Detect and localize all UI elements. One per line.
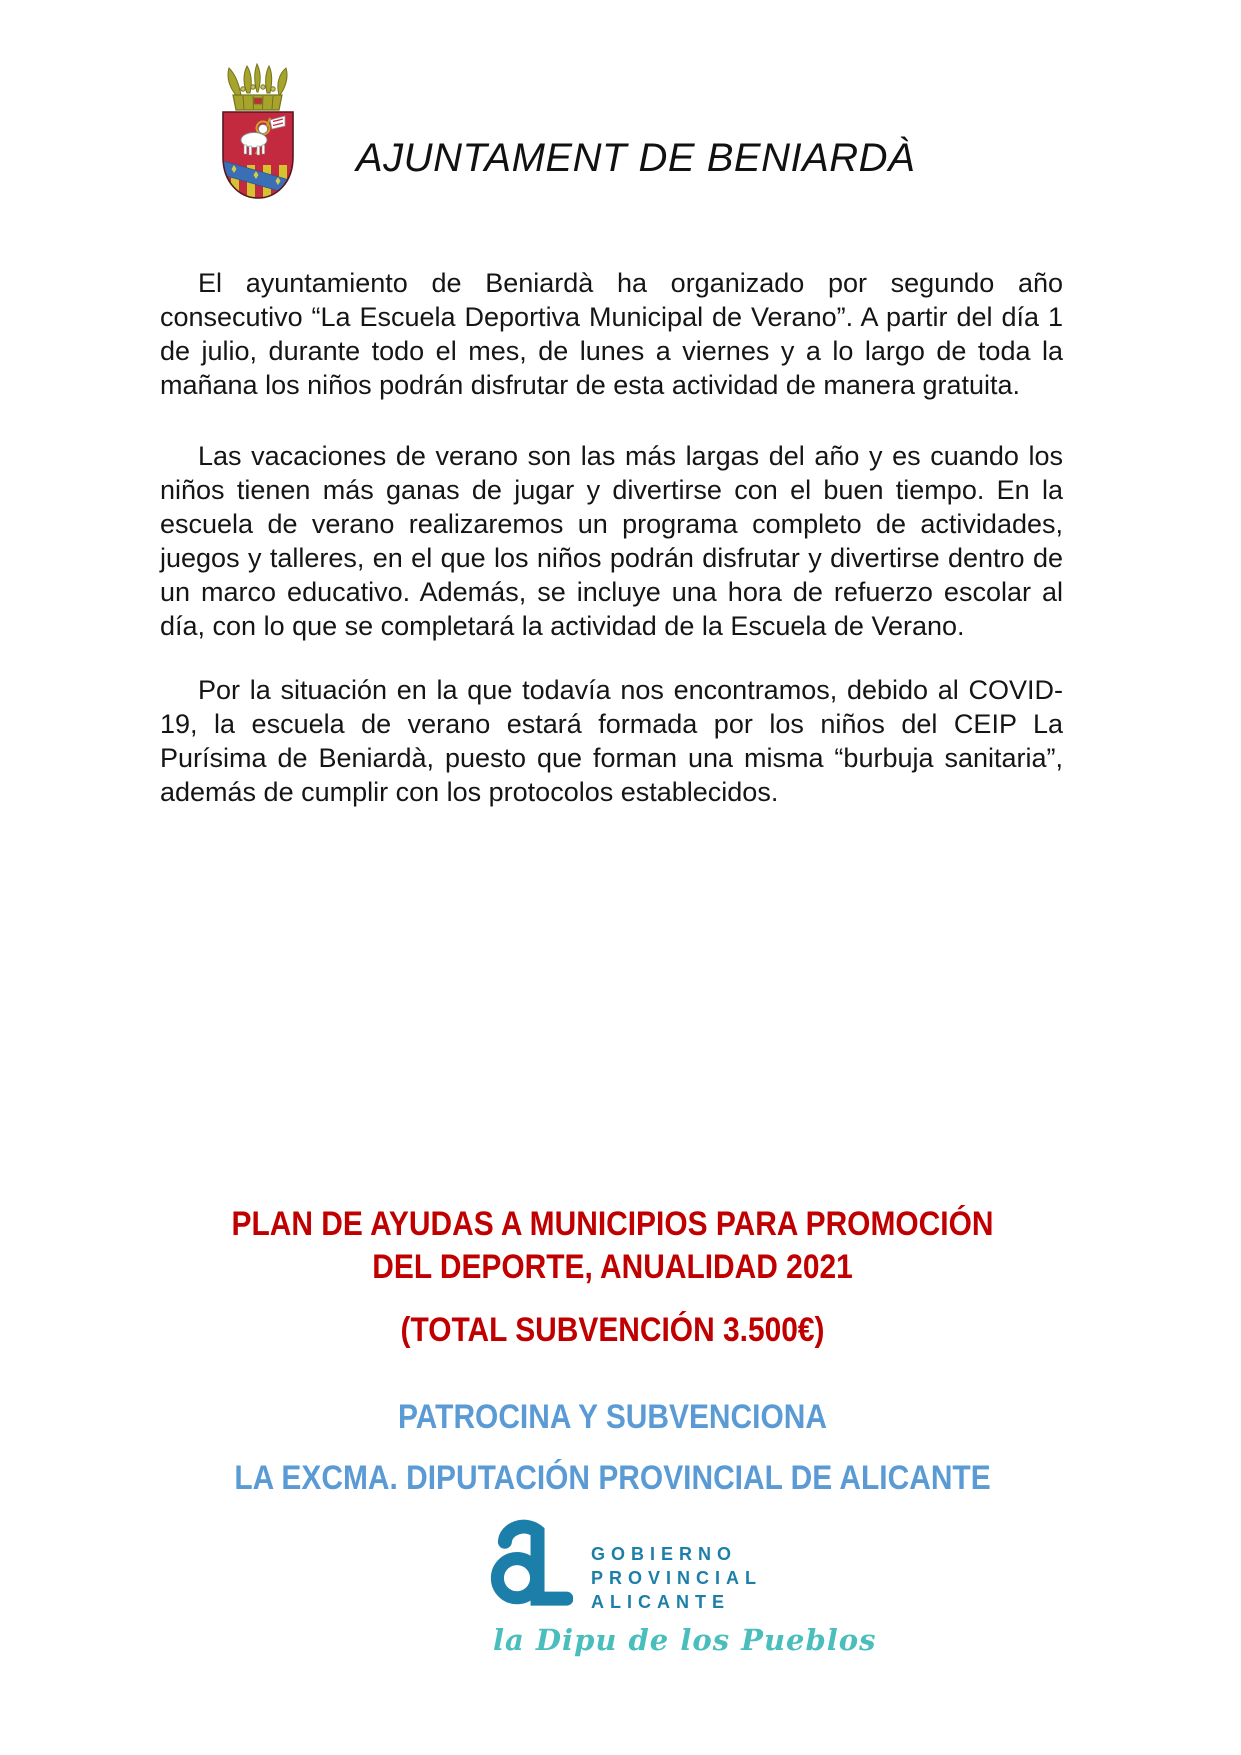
grant-notice (160, 1203, 1065, 1352)
page-title: AJUNTAMENT DE BENIARDÀ (356, 136, 916, 180)
grant-notice-line1: PLAN DE AYUDAS A MUNICIPIOS PARA PROMOCIÓN (231, 1205, 994, 1243)
grant-total: (TOTAL SUBVENCIÓN 3.500€) (400, 1311, 825, 1349)
paragraph-covid: Por la situación en la que todavía nos encontramos, debido al COVID-19, la escuela de verano estará formada por los niños del CEIP La Purísima de Beniardà, puesto que forman una misma “burbuja sanitaria”, además de cumplir con los protocolos establecidos. (160, 675, 1063, 807)
beniarda-coat-of-arms-icon (216, 62, 300, 202)
sponsor-block (160, 1396, 1065, 1499)
paragraph-intro: El ayuntamiento de Beniardà ha organizado por segundo año consecutivo “La Escuela Deportiva Municipal de Verano”. A partir del día 1 de julio, durante todo el mes, de lunes a viernes y a lo largo de toda la mañana los niños podrán disfrutar de esta actividad de manera gratuita. (160, 268, 1063, 400)
diputacion-alicante-logo (489, 1518, 877, 1657)
dipu-tagline: la Dipu de los Pueblos (493, 1623, 877, 1657)
gobierno-provincial-alicante-label (591, 1542, 762, 1614)
letter-body (160, 266, 1063, 846)
paragraph-activities: Las vacaciones de verano son las más largas del año y es cuando los niños tienen más ganas de jugar y divertirse con el buen tiempo. En la escuela de verano realizaremos un programa completo de actividades, juegos y talleres, en el que los niños podrán disfrutar y divertirse dentro de un marco educativo. Además, se incluye una hora de refuerzo escolar al día, con lo que se completará la actividad de la Escuela de Verano. (160, 441, 1063, 641)
dipu-monogram-icon (489, 1518, 573, 1614)
org-line-alicante: ALICANTE (591, 1592, 730, 1612)
sponsor-line2: LA EXCMA. DIPUTACIÓN PROVINCIAL DE ALICANTE (234, 1459, 991, 1497)
sponsor-line1: PATROCINA Y SUBVENCIONA (398, 1398, 827, 1436)
org-line-gobierno: GOBIERNO (591, 1544, 738, 1564)
org-line-provincial: PROVINCIAL (591, 1568, 763, 1588)
grant-notice-line2: DEL DEPORTE, ANUALIDAD 2021 (372, 1248, 853, 1286)
